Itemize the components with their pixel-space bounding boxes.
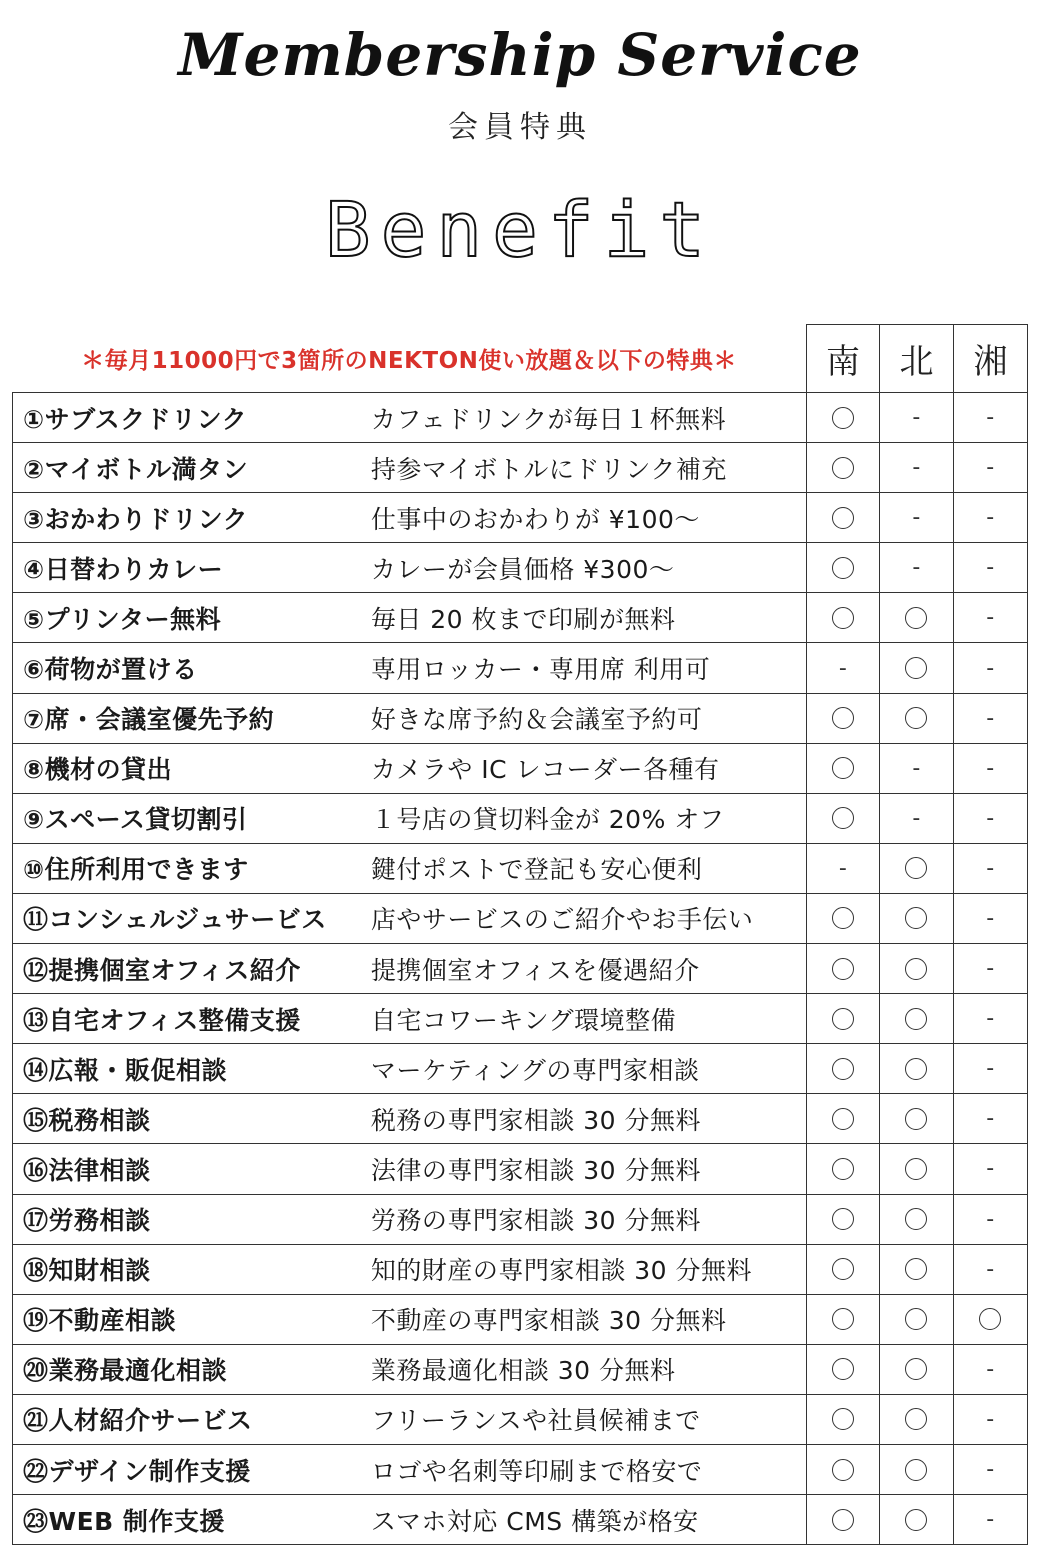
unavailable-dash: - [912, 455, 921, 481]
availability-cell-kita [880, 1395, 953, 1444]
availability-cell-shonan [954, 1044, 1027, 1093]
unavailable-dash: - [986, 805, 995, 831]
table-row [12, 944, 1028, 994]
benefit-description: 知的財産の専門家相談 30 分無料 [357, 1245, 807, 1294]
column-header-kita: 北 [880, 324, 954, 392]
table-row [12, 1295, 1028, 1345]
unavailable-dash: - [912, 805, 921, 831]
availability-cell-kita [880, 1345, 953, 1394]
available-circle-icon [905, 1408, 927, 1430]
available-circle-icon [905, 607, 927, 629]
benefit-name: ⑰労務相談 [23, 1206, 151, 1236]
available-circle-icon [832, 1358, 854, 1380]
benefit-name: ⑧機材の貸出 [23, 755, 173, 785]
available-circle-icon [905, 1208, 927, 1230]
unavailable-dash: - [986, 1457, 995, 1483]
available-circle-icon [905, 1258, 927, 1280]
available-circle-icon [832, 407, 854, 429]
availability-cell-shonan [954, 1144, 1027, 1193]
unavailable-dash: - [986, 1156, 995, 1182]
unavailable-dash: - [986, 905, 995, 931]
available-circle-icon [832, 1208, 854, 1230]
table-row [12, 894, 1028, 944]
benefit-description: 毎日 20 枚まで印刷が無料 [357, 593, 807, 642]
available-circle-icon [905, 707, 927, 729]
available-circle-icon [905, 1459, 927, 1481]
available-circle-icon [832, 457, 854, 479]
table-row [12, 443, 1028, 493]
table-row [12, 1345, 1028, 1395]
available-circle-icon [905, 1358, 927, 1380]
unavailable-dash: - [912, 505, 921, 531]
available-circle-icon [832, 1408, 854, 1430]
benefit-description: 自宅コワーキング環境整備 [357, 994, 807, 1043]
availability-cell-shonan [954, 393, 1027, 442]
availability-cell-minami [807, 1345, 880, 1394]
availability-cell-shonan [954, 1195, 1027, 1244]
benefit-description: 労務の専門家相談 30 分無料 [357, 1195, 807, 1244]
available-circle-icon [832, 1008, 854, 1030]
table-row [12, 393, 1028, 443]
availability-cell-minami [807, 643, 880, 692]
table-row [12, 493, 1028, 543]
availability-cell-shonan [954, 1445, 1027, 1494]
benefit-description: 持参マイボトルにドリンク補充 [357, 443, 807, 492]
availability-cell-minami [807, 944, 880, 993]
benefit-description: フリーランスや社員候補まで [357, 1395, 807, 1444]
availability-cell-minami [807, 1245, 880, 1294]
availability-cell-minami [807, 694, 880, 743]
unavailable-dash: - [986, 505, 995, 531]
availability-cell-kita [880, 1044, 953, 1093]
availability-cell-shonan [954, 493, 1027, 542]
benefit-name: ③おかわりドリンク [23, 504, 249, 534]
unavailable-dash: - [986, 956, 995, 982]
unavailable-dash: - [986, 1056, 995, 1082]
available-circle-icon [832, 707, 854, 729]
benefit-description: 提携個室オフィスを優遇紹介 [357, 944, 807, 993]
benefit-description: カレーが会員価格 ¥300～ [357, 543, 807, 592]
benefit-name: ⑨スペース貸切割引 [23, 805, 248, 835]
available-circle-icon [832, 958, 854, 980]
availability-cell-minami [807, 994, 880, 1043]
benefit-name: ⑳業務最適化相談 [23, 1356, 228, 1386]
availability-cell-kita [880, 1445, 953, 1494]
availability-cell-shonan [954, 694, 1027, 743]
table-row [12, 1144, 1028, 1194]
benefit-heading: Benefit [324, 185, 716, 274]
benefit-description: 業務最適化相談 30 分無料 [357, 1345, 807, 1394]
availability-cell-kita [880, 1195, 953, 1244]
benefit-name: ⑬自宅オフィス整備支援 [23, 1005, 301, 1035]
available-circle-icon [905, 958, 927, 980]
unavailable-dash: - [986, 1507, 995, 1533]
unavailable-dash: - [986, 1356, 995, 1382]
available-circle-icon [832, 1459, 854, 1481]
benefit-name: ⑩住所利用できます [23, 855, 249, 885]
benefit-description: １号店の貸切料金が 20% オフ [357, 794, 807, 843]
availability-cell-shonan [954, 1395, 1027, 1444]
table-row [12, 794, 1028, 844]
unavailable-dash: - [986, 555, 995, 581]
availability-cell-minami [807, 543, 880, 592]
availability-cell-kita [880, 994, 953, 1043]
available-circle-icon [832, 1258, 854, 1280]
benefit-name: ⑱知財相談 [23, 1256, 151, 1286]
availability-cell-shonan [954, 844, 1027, 893]
benefit-name: ①サブスクドリンク [23, 404, 248, 434]
benefit-table [12, 392, 1028, 1545]
availability-cell-shonan [954, 1094, 1027, 1143]
table-row [12, 543, 1028, 593]
availability-cell-shonan [954, 894, 1027, 943]
benefit-description: スマホ対応 CMS 構築が格安 [357, 1495, 807, 1544]
unavailable-dash: - [986, 1406, 995, 1432]
benefit-name: ⑮税務相談 [23, 1105, 151, 1135]
unavailable-dash: - [838, 655, 847, 681]
table-row [12, 1195, 1028, 1245]
available-circle-icon [832, 507, 854, 529]
benefit-name: ⑭広報・販促相談 [23, 1055, 228, 1085]
benefit-description: 不動産の専門家相談 30 分無料 [357, 1295, 807, 1344]
benefit-description: 仕事中のおかわりが ¥100～ [357, 493, 807, 542]
availability-cell-shonan [954, 443, 1027, 492]
unavailable-dash: - [986, 405, 995, 431]
availability-cell-kita [880, 493, 953, 542]
column-header-minami: 南 [806, 324, 880, 392]
availability-cell-kita [880, 643, 953, 692]
available-circle-icon [905, 1058, 927, 1080]
availability-cell-minami [807, 1044, 880, 1093]
benefit-description: 税務の専門家相談 30 分無料 [357, 1094, 807, 1143]
availability-cell-kita [880, 894, 953, 943]
availability-cell-shonan [954, 744, 1027, 793]
availability-cell-kita [880, 1245, 953, 1294]
table-row [12, 1495, 1028, 1545]
benefit-name: ㉒デザイン制作支援 [23, 1456, 251, 1486]
unavailable-dash: - [912, 405, 921, 431]
available-circle-icon [832, 1158, 854, 1180]
available-circle-icon [979, 1308, 1001, 1330]
availability-cell-shonan [954, 944, 1027, 993]
benefit-description: 好きな席予約＆会議室予約可 [357, 694, 807, 743]
table-row [12, 1245, 1028, 1295]
availability-cell-kita [880, 443, 953, 492]
benefit-name: ⑲不動産相談 [23, 1306, 177, 1336]
availability-cell-kita [880, 593, 953, 642]
availability-cell-minami [807, 1495, 880, 1544]
availability-cell-kita [880, 543, 953, 592]
availability-cell-minami [807, 1295, 880, 1344]
available-circle-icon [832, 1108, 854, 1130]
availability-cell-shonan [954, 543, 1027, 592]
availability-cell-minami [807, 744, 880, 793]
available-circle-icon [905, 1308, 927, 1330]
unavailable-dash: - [986, 1256, 995, 1282]
table-row [12, 694, 1028, 744]
table-row [12, 1094, 1028, 1144]
table-row [12, 1445, 1028, 1495]
table-row [12, 1044, 1028, 1094]
availability-cell-minami [807, 1395, 880, 1444]
availability-cell-kita [880, 844, 953, 893]
column-header-shonan: 湘 [954, 324, 1028, 392]
benefit-description: 専用ロッカー・専用席 利用可 [357, 643, 807, 692]
unavailable-dash: - [838, 855, 847, 881]
availability-cell-minami [807, 844, 880, 893]
unavailable-dash: - [986, 1206, 995, 1232]
benefit-name: ④日替わりカレー [23, 554, 224, 584]
benefit-name: ⑪コンシェルジュサービス [23, 905, 327, 935]
unavailable-dash: - [986, 755, 995, 781]
availability-cell-kita [880, 794, 953, 843]
availability-cell-kita [880, 944, 953, 993]
benefit-description: カメラや IC レコーダー各種有 [357, 744, 807, 793]
availability-cell-minami [807, 894, 880, 943]
benefit-name: ⑯法律相談 [23, 1155, 151, 1185]
availability-cell-kita [880, 694, 953, 743]
availability-cell-shonan [954, 593, 1027, 642]
benefit-name: ⑥荷物が置ける [23, 655, 198, 685]
unavailable-dash: - [912, 555, 921, 581]
unavailable-dash: - [986, 605, 995, 631]
unavailable-dash: - [986, 1106, 995, 1132]
benefit-description: 店やサービスのご紹介やお手伝い [357, 894, 807, 943]
unavailable-dash: - [912, 755, 921, 781]
availability-cell-shonan [954, 1495, 1027, 1544]
membership-service-title: Membership Service [178, 21, 862, 89]
availability-cell-kita [880, 1144, 953, 1193]
available-circle-icon [905, 1108, 927, 1130]
availability-cell-shonan [954, 1345, 1027, 1394]
available-circle-icon [905, 907, 927, 929]
available-circle-icon [832, 1509, 854, 1531]
benefit-name: ②マイボトル満タン [23, 454, 249, 484]
availability-cell-minami [807, 1144, 880, 1193]
availability-cell-minami [807, 1094, 880, 1143]
benefit-name: ㉓WEB 制作支援 [23, 1506, 225, 1536]
available-circle-icon [905, 1008, 927, 1030]
available-circle-icon [905, 657, 927, 679]
availability-cell-shonan [954, 643, 1027, 692]
benefit-name: ⑫提携個室オフィス紹介 [23, 955, 301, 985]
availability-cell-kita [880, 744, 953, 793]
available-circle-icon [832, 1058, 854, 1080]
unavailable-dash: - [986, 1006, 995, 1032]
availability-cell-shonan [954, 1295, 1027, 1344]
availability-cell-shonan [954, 794, 1027, 843]
availability-cell-kita [880, 1094, 953, 1143]
table-row [12, 593, 1028, 643]
table-row [12, 994, 1028, 1044]
available-circle-icon [832, 607, 854, 629]
availability-cell-shonan [954, 994, 1027, 1043]
unavailable-dash: - [986, 455, 995, 481]
benefit-name: ⑤プリンター無料 [23, 604, 222, 634]
available-circle-icon [905, 1509, 927, 1531]
availability-cell-kita [880, 1295, 953, 1344]
availability-cell-minami [807, 593, 880, 642]
unavailable-dash: - [986, 705, 995, 731]
unavailable-dash: - [986, 855, 995, 881]
table-row [12, 844, 1028, 894]
benefit-description: 鍵付ポストで登記も安心便利 [357, 844, 807, 893]
benefit-description: ロゴや名刺等印刷まで格安で [357, 1445, 807, 1494]
availability-cell-kita [880, 1495, 953, 1544]
table-row [12, 744, 1028, 794]
benefit-description: 法律の専門家相談 30 分無料 [357, 1144, 807, 1193]
availability-cell-minami [807, 493, 880, 542]
available-circle-icon [832, 757, 854, 779]
available-circle-icon [905, 1158, 927, 1180]
benefit-description: カフェドリンクが毎日１杯無料 [357, 393, 807, 442]
availability-cell-minami [807, 393, 880, 442]
benefit-name: ㉑人材紹介サービス [23, 1406, 253, 1436]
pricing-notice: ＊毎月11000円で3箇所のNEKTON使い放題＆以下の特典＊ [81, 347, 737, 374]
available-circle-icon [905, 857, 927, 879]
unavailable-dash: - [986, 655, 995, 681]
available-circle-icon [832, 807, 854, 829]
benefit-description: マーケティングの専門家相談 [357, 1044, 807, 1093]
availability-cell-minami [807, 443, 880, 492]
benefit-name: ⑦席・会議室優先予約 [23, 705, 275, 735]
availability-cell-minami [807, 1445, 880, 1494]
available-circle-icon [832, 1308, 854, 1330]
table-row [12, 643, 1028, 693]
availability-cell-minami [807, 1195, 880, 1244]
availability-cell-kita [880, 393, 953, 442]
availability-cell-minami [807, 794, 880, 843]
table-row [12, 1395, 1028, 1445]
availability-cell-shonan [954, 1245, 1027, 1294]
available-circle-icon [832, 907, 854, 929]
membership-benefits-subtitle [444, 108, 596, 148]
available-circle-icon [832, 557, 854, 579]
subtitle-text: 会員特典 [448, 110, 592, 145]
